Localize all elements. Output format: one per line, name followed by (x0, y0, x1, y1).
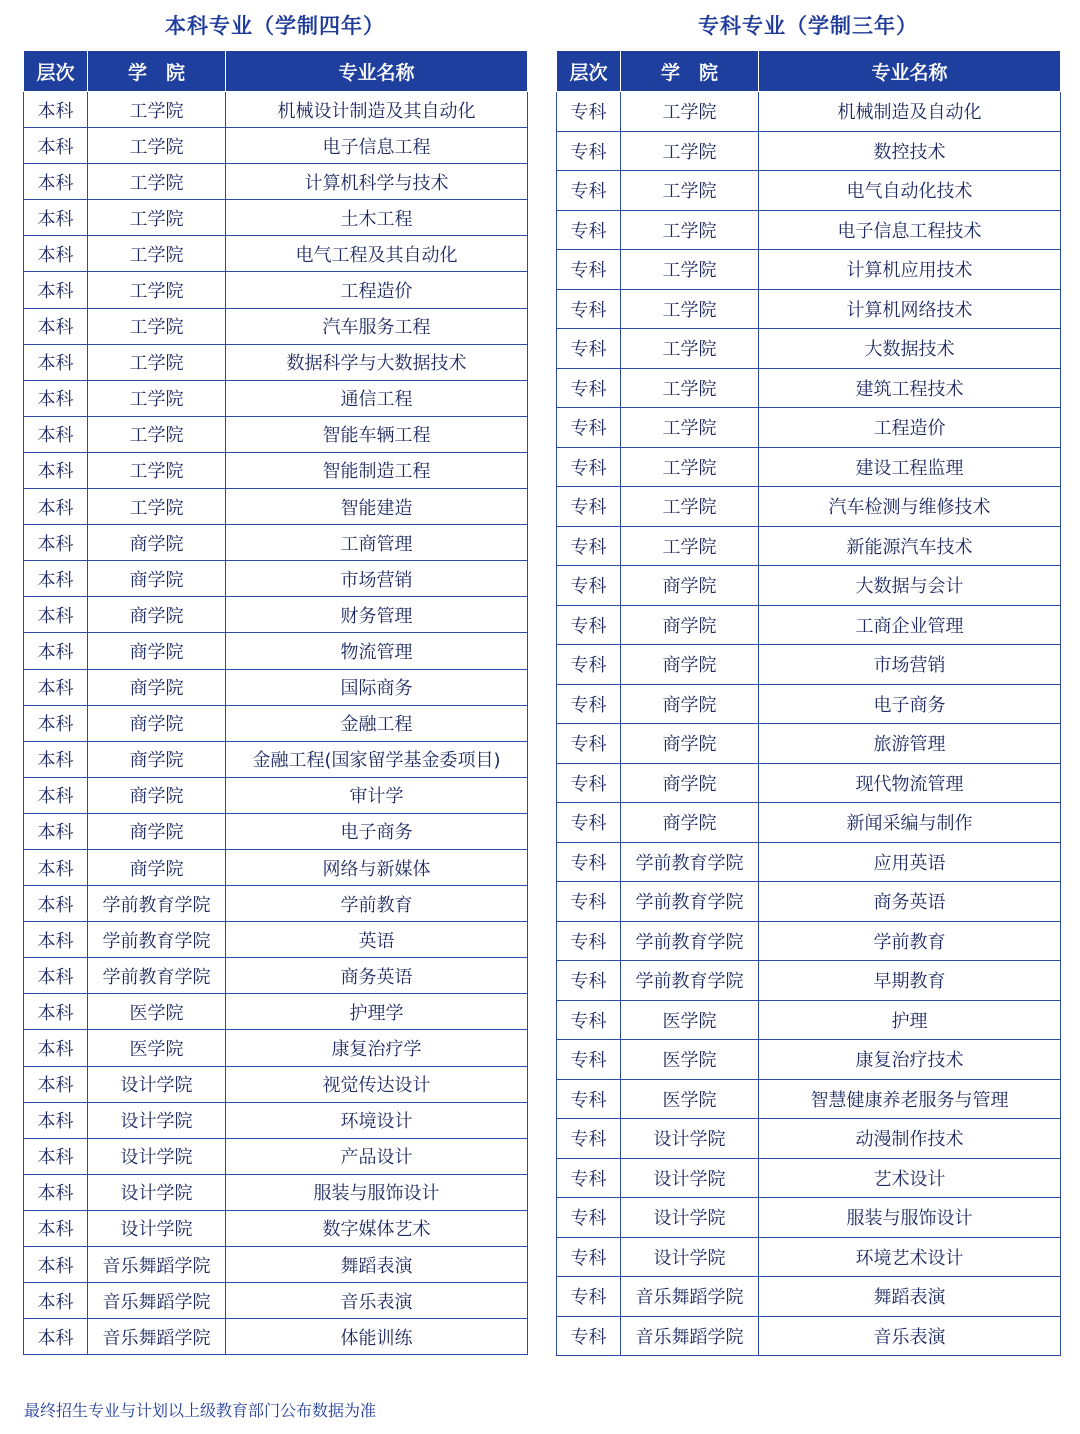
row-major: 金融工程 (226, 705, 528, 741)
row-level: 本科 (24, 669, 88, 705)
row-college: 工学院 (621, 131, 759, 171)
vocational-section (556, 0, 1060, 1395)
row-college: 音乐舞蹈学院 (88, 1319, 226, 1355)
undergraduate-table (23, 50, 528, 1355)
row-college: 商学院 (88, 705, 226, 741)
table-row (557, 1277, 1061, 1317)
row-college: 音乐舞蹈学院 (621, 1277, 759, 1317)
row-level: 本科 (24, 561, 88, 597)
table-row (24, 922, 528, 958)
row-major: 机械设计制造及其自动化 (226, 92, 528, 128)
row-college: 设计学院 (621, 1237, 759, 1277)
header-college: 学 院 (621, 51, 759, 92)
row-major: 电子商务 (759, 684, 1061, 724)
row-college: 工学院 (621, 210, 759, 250)
row-level: 专科 (557, 605, 621, 645)
table-row (24, 1247, 528, 1283)
row-level: 本科 (24, 1066, 88, 1102)
row-college: 工学院 (88, 236, 226, 272)
row-level: 本科 (24, 813, 88, 849)
table-row (24, 741, 528, 777)
row-college: 工学院 (621, 526, 759, 566)
row-college: 医学院 (621, 1000, 759, 1040)
row-major: 服装与服饰设计 (226, 1174, 528, 1210)
table-row (24, 344, 528, 380)
row-level: 本科 (24, 1210, 88, 1246)
table-row (557, 882, 1061, 922)
row-major: 网络与新媒体 (226, 849, 528, 885)
table-row (557, 803, 1061, 843)
row-level: 本科 (24, 1138, 88, 1174)
row-major: 审计学 (226, 777, 528, 813)
table-row (24, 236, 528, 272)
row-level: 专科 (557, 1237, 621, 1277)
table-row (24, 525, 528, 561)
table-row (24, 813, 528, 849)
row-major: 国际商务 (226, 669, 528, 705)
row-college: 商学院 (88, 561, 226, 597)
row-level: 本科 (24, 1247, 88, 1283)
row-major: 土木工程 (226, 200, 528, 236)
table-row (557, 1040, 1061, 1080)
row-level: 本科 (24, 236, 88, 272)
row-level: 本科 (24, 597, 88, 633)
row-college: 商学院 (621, 605, 759, 645)
table-row (557, 131, 1061, 171)
row-level: 本科 (24, 1319, 88, 1355)
row-level: 专科 (557, 329, 621, 369)
row-major: 旅游管理 (759, 724, 1061, 764)
table-row (24, 705, 528, 741)
row-college: 商学院 (88, 525, 226, 561)
row-college: 学前教育学院 (88, 886, 226, 922)
row-level: 专科 (557, 408, 621, 448)
table-row (24, 561, 528, 597)
row-college: 设计学院 (621, 1198, 759, 1238)
row-major: 汽车检测与维修技术 (759, 487, 1061, 527)
table-row (557, 842, 1061, 882)
table-row (557, 1198, 1061, 1238)
row-college: 设计学院 (88, 1102, 226, 1138)
row-college: 商学院 (88, 813, 226, 849)
row-major: 智能建造 (226, 489, 528, 525)
row-major: 英语 (226, 922, 528, 958)
row-major: 电子信息工程技术 (759, 210, 1061, 250)
row-major: 学前教育 (759, 921, 1061, 961)
table-row (24, 1283, 528, 1319)
row-major: 舞蹈表演 (759, 1277, 1061, 1317)
row-college: 工学院 (88, 416, 226, 452)
table-row (24, 1174, 528, 1210)
header-level: 层次 (24, 51, 88, 92)
vocational-table (556, 50, 1061, 1356)
row-college: 设计学院 (88, 1066, 226, 1102)
row-level: 专科 (557, 289, 621, 329)
row-college: 音乐舞蹈学院 (88, 1247, 226, 1283)
row-level: 专科 (557, 842, 621, 882)
row-major: 汽车服务工程 (226, 308, 528, 344)
row-level: 本科 (24, 1030, 88, 1066)
table-row (24, 849, 528, 885)
row-major: 服装与服饰设计 (759, 1198, 1061, 1238)
row-college: 医学院 (621, 1079, 759, 1119)
header-major: 专业名称 (759, 51, 1061, 92)
row-college: 商学院 (621, 803, 759, 843)
row-level: 本科 (24, 741, 88, 777)
row-college: 工学院 (621, 329, 759, 369)
row-college: 工学院 (621, 250, 759, 290)
table-row (557, 605, 1061, 645)
table-row (557, 92, 1061, 132)
table-row (557, 289, 1061, 329)
table-row (24, 1066, 528, 1102)
vocational-title: 专科专业（学制三年） (698, 14, 918, 38)
table-row (24, 272, 528, 308)
row-major: 工程造价 (759, 408, 1061, 448)
table-row (557, 961, 1061, 1001)
row-level: 本科 (24, 344, 88, 380)
row-college: 医学院 (88, 994, 226, 1030)
row-college: 商学院 (621, 566, 759, 606)
row-major: 智能制造工程 (226, 452, 528, 488)
row-level: 专科 (557, 368, 621, 408)
table-header-row (557, 51, 1061, 92)
row-major: 艺术设计 (759, 1158, 1061, 1198)
row-college: 商学院 (88, 777, 226, 813)
row-college: 工学院 (621, 408, 759, 448)
row-major: 电气工程及其自动化 (226, 236, 528, 272)
table-row (24, 308, 528, 344)
row-level: 专科 (557, 645, 621, 685)
table-row (557, 210, 1061, 250)
table-row (24, 633, 528, 669)
row-college: 设计学院 (88, 1138, 226, 1174)
row-major: 电气自动化技术 (759, 171, 1061, 211)
row-major: 机械制造及自动化 (759, 92, 1061, 132)
row-level: 专科 (557, 1040, 621, 1080)
row-level: 专科 (557, 487, 621, 527)
table-row (557, 684, 1061, 724)
row-level: 专科 (557, 1119, 621, 1159)
row-major: 大数据技术 (759, 329, 1061, 369)
row-major: 视觉传达设计 (226, 1066, 528, 1102)
table-row (24, 452, 528, 488)
row-level: 专科 (557, 882, 621, 922)
row-major: 财务管理 (226, 597, 528, 633)
row-college: 商学院 (88, 633, 226, 669)
row-college: 设计学院 (88, 1174, 226, 1210)
row-level: 专科 (557, 921, 621, 961)
row-major: 工商管理 (226, 525, 528, 561)
row-major: 商务英语 (759, 882, 1061, 922)
row-level: 专科 (557, 1079, 621, 1119)
row-major: 金融工程(国家留学基金委项目) (226, 741, 528, 777)
row-major: 护理 (759, 1000, 1061, 1040)
table-row (557, 724, 1061, 764)
row-major: 产品设计 (226, 1138, 528, 1174)
row-major: 通信工程 (226, 380, 528, 416)
row-level: 专科 (557, 210, 621, 250)
row-level: 专科 (557, 171, 621, 211)
row-college: 工学院 (621, 447, 759, 487)
row-college: 商学院 (621, 724, 759, 764)
row-major: 应用英语 (759, 842, 1061, 882)
row-college: 学前教育学院 (621, 842, 759, 882)
row-major: 智能车辆工程 (226, 416, 528, 452)
undergraduate-title: 本科专业（学制四年） (165, 14, 385, 38)
row-major: 音乐表演 (759, 1316, 1061, 1356)
table-row (557, 645, 1061, 685)
row-college: 学前教育学院 (88, 958, 226, 994)
table-row (24, 164, 528, 200)
row-major: 电子商务 (226, 813, 528, 849)
row-level: 本科 (24, 380, 88, 416)
table-row (24, 380, 528, 416)
table-row (557, 763, 1061, 803)
table-row (24, 958, 528, 994)
row-college: 工学院 (621, 289, 759, 329)
table-row (24, 1210, 528, 1246)
table-row (24, 1030, 528, 1066)
header-major: 专业名称 (226, 51, 528, 92)
row-level: 专科 (557, 1000, 621, 1040)
row-major: 数据科学与大数据技术 (226, 344, 528, 380)
row-major: 早期教育 (759, 961, 1061, 1001)
header-college: 学 院 (88, 51, 226, 92)
table-row (24, 1138, 528, 1174)
row-major: 护理学 (226, 994, 528, 1030)
table-row (24, 92, 528, 128)
row-level: 本科 (24, 308, 88, 344)
row-level: 专科 (557, 526, 621, 566)
header-level: 层次 (557, 51, 621, 92)
row-major: 音乐表演 (226, 1283, 528, 1319)
row-major: 市场营销 (226, 561, 528, 597)
row-level: 本科 (24, 525, 88, 561)
row-level: 本科 (24, 922, 88, 958)
table-row (557, 447, 1061, 487)
row-level: 专科 (557, 803, 621, 843)
table-row (24, 777, 528, 813)
table-row (557, 1316, 1061, 1356)
row-level: 专科 (557, 1316, 621, 1356)
row-college: 工学院 (88, 489, 226, 525)
row-level: 本科 (24, 200, 88, 236)
row-college: 工学院 (621, 487, 759, 527)
row-major: 智慧健康养老服务与管理 (759, 1079, 1061, 1119)
row-major: 学前教育 (226, 886, 528, 922)
row-level: 专科 (557, 684, 621, 724)
table-row (557, 1000, 1061, 1040)
row-level: 专科 (557, 1198, 621, 1238)
row-major: 工程造价 (226, 272, 528, 308)
row-college: 工学院 (88, 200, 226, 236)
row-college: 商学院 (621, 684, 759, 724)
row-major: 数字媒体艺术 (226, 1210, 528, 1246)
row-college: 工学院 (621, 92, 759, 132)
row-major: 建设工程监理 (759, 447, 1061, 487)
table-row (24, 200, 528, 236)
row-level: 本科 (24, 633, 88, 669)
row-major: 计算机科学与技术 (226, 164, 528, 200)
row-college: 设计学院 (621, 1158, 759, 1198)
row-college: 工学院 (88, 92, 226, 128)
row-college: 医学院 (621, 1040, 759, 1080)
row-level: 专科 (557, 566, 621, 606)
row-major: 计算机应用技术 (759, 250, 1061, 290)
table-row (557, 329, 1061, 369)
row-level: 本科 (24, 705, 88, 741)
row-major: 新闻采编与制作 (759, 803, 1061, 843)
row-college: 工学院 (88, 452, 226, 488)
row-major: 体能训练 (226, 1319, 528, 1355)
undergraduate-section (23, 0, 527, 1395)
row-college: 音乐舞蹈学院 (88, 1283, 226, 1319)
row-college: 商学院 (88, 597, 226, 633)
row-level: 专科 (557, 447, 621, 487)
row-college: 商学院 (88, 849, 226, 885)
row-college: 学前教育学院 (621, 921, 759, 961)
table-row (24, 489, 528, 525)
row-major: 环境设计 (226, 1102, 528, 1138)
row-major: 新能源汽车技术 (759, 526, 1061, 566)
row-college: 音乐舞蹈学院 (621, 1316, 759, 1356)
table-row (557, 1119, 1061, 1159)
row-level: 本科 (24, 452, 88, 488)
row-major: 康复治疗学 (226, 1030, 528, 1066)
row-college: 工学院 (88, 128, 226, 164)
row-level: 本科 (24, 777, 88, 813)
row-college: 设计学院 (88, 1210, 226, 1246)
row-level: 专科 (557, 763, 621, 803)
row-major: 舞蹈表演 (226, 1247, 528, 1283)
table-row (557, 566, 1061, 606)
row-level: 本科 (24, 849, 88, 885)
row-major: 工商企业管理 (759, 605, 1061, 645)
row-level: 本科 (24, 1283, 88, 1319)
table-header-row (24, 51, 528, 92)
table-row (557, 368, 1061, 408)
row-college: 学前教育学院 (621, 882, 759, 922)
row-college: 商学院 (88, 741, 226, 777)
row-major: 现代物流管理 (759, 763, 1061, 803)
row-level: 本科 (24, 272, 88, 308)
table-row (24, 886, 528, 922)
table-row (557, 1079, 1061, 1119)
row-level: 本科 (24, 1174, 88, 1210)
row-level: 本科 (24, 128, 88, 164)
row-college: 工学院 (621, 171, 759, 211)
table-row (557, 487, 1061, 527)
table-row (557, 171, 1061, 211)
row-college: 商学院 (621, 645, 759, 685)
table-row (24, 994, 528, 1030)
row-level: 本科 (24, 994, 88, 1030)
row-level: 本科 (24, 886, 88, 922)
row-major: 建筑工程技术 (759, 368, 1061, 408)
table-row (24, 1102, 528, 1138)
row-major: 市场营销 (759, 645, 1061, 685)
row-college: 商学院 (621, 763, 759, 803)
row-level: 专科 (557, 1158, 621, 1198)
table-row (24, 597, 528, 633)
table-row (557, 921, 1061, 961)
row-level: 本科 (24, 164, 88, 200)
row-major: 动漫制作技术 (759, 1119, 1061, 1159)
row-level: 专科 (557, 1277, 621, 1317)
table-row (557, 250, 1061, 290)
table-row (24, 416, 528, 452)
row-level: 专科 (557, 92, 621, 132)
row-major: 大数据与会计 (759, 566, 1061, 606)
row-college: 工学院 (621, 368, 759, 408)
row-level: 专科 (557, 724, 621, 764)
row-college: 工学院 (88, 308, 226, 344)
row-major: 康复治疗技术 (759, 1040, 1061, 1080)
row-level: 本科 (24, 1102, 88, 1138)
row-major: 数控技术 (759, 131, 1061, 171)
row-major: 计算机网络技术 (759, 289, 1061, 329)
row-level: 本科 (24, 416, 88, 452)
row-college: 工学院 (88, 380, 226, 416)
row-level: 专科 (557, 131, 621, 171)
row-major: 物流管理 (226, 633, 528, 669)
row-major: 电子信息工程 (226, 128, 528, 164)
table-row (557, 408, 1061, 448)
row-college: 设计学院 (621, 1119, 759, 1159)
row-level: 本科 (24, 958, 88, 994)
table-row (557, 526, 1061, 566)
row-major: 环境艺术设计 (759, 1237, 1061, 1277)
row-college: 学前教育学院 (621, 961, 759, 1001)
row-college: 学前教育学院 (88, 922, 226, 958)
table-row (24, 1319, 528, 1355)
footnote: 最终招生专业与计划以上级教育部门公布数据为准 (24, 1401, 377, 1420)
row-level: 本科 (24, 489, 88, 525)
row-level: 专科 (557, 961, 621, 1001)
row-college: 工学院 (88, 272, 226, 308)
table-row (557, 1158, 1061, 1198)
row-college: 工学院 (88, 344, 226, 380)
row-college: 商学院 (88, 669, 226, 705)
table-row (557, 1237, 1061, 1277)
row-level: 本科 (24, 92, 88, 128)
table-row (24, 669, 528, 705)
row-college: 医学院 (88, 1030, 226, 1066)
row-major: 商务英语 (226, 958, 528, 994)
row-college: 工学院 (88, 164, 226, 200)
table-row (24, 128, 528, 164)
row-level: 专科 (557, 250, 621, 290)
